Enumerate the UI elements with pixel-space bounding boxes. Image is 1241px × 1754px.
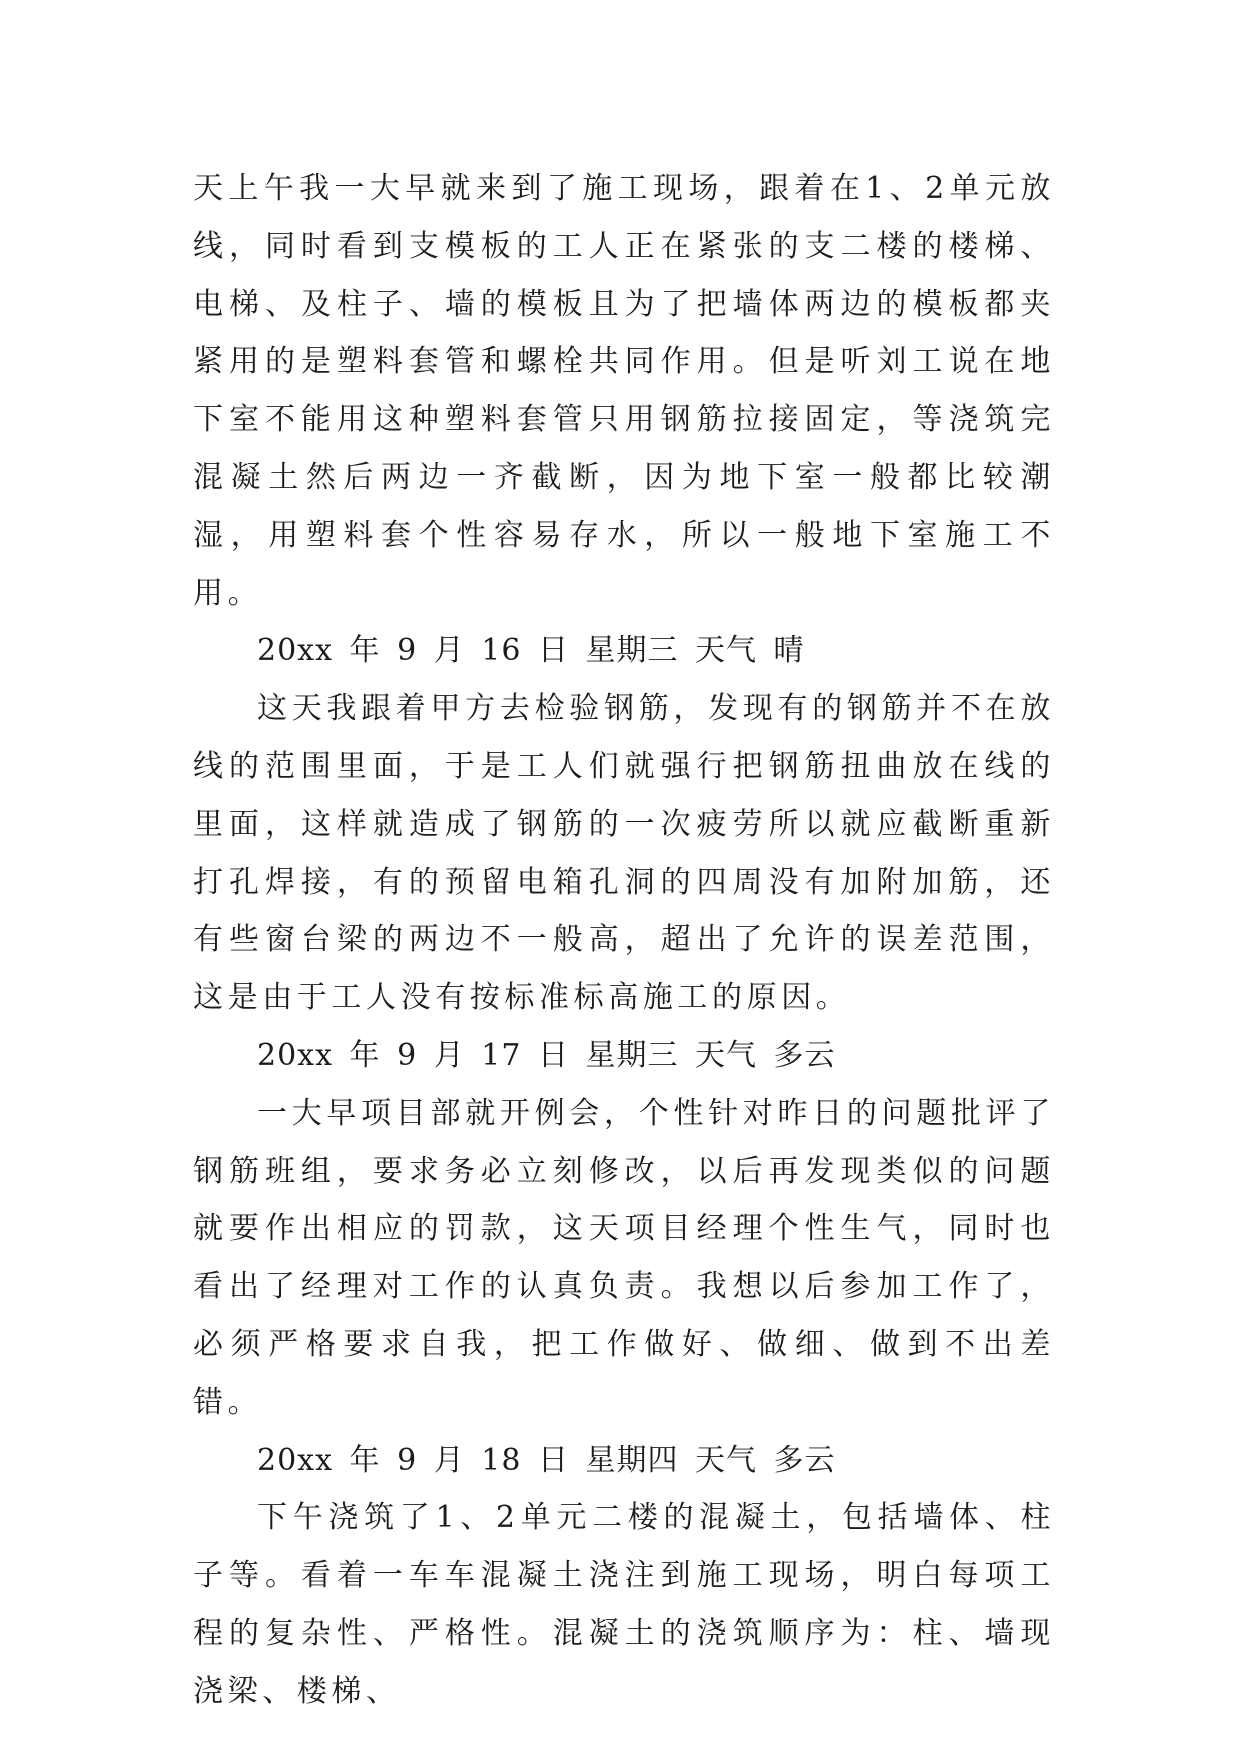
document-body — [193, 160, 1055, 1721]
paragraph-intro: 天上午我一大早就来到了施工现场，跟着在1、2单元放线，同时看到支模板的工人正在紧张的支二楼的楼梯、电梯、及柱子、墙的模板且为了把墙体两边的模板都夹紧用的是塑料套管和螺栓共同作用。但是听刘工说在地下室不能用这种塑料套管只用钢筋拉接固定，等浇筑完混凝土然后两边一齐截断，因为地下室一般都比较潮湿，用塑料套个性容易存水，所以一般地下室施工不用。 — [193, 171, 1055, 611]
diary-date-0916: 20xx 年 9 月 16 日 星期三 天气 晴 — [257, 633, 805, 669]
diary-date-0918: 20xx 年 9 月 18 日 星期四 天气 多云 — [257, 1442, 836, 1478]
paragraph-0918: 下午浇筑了1、2单元二楼的混凝土，包括墙体、柱子等。看着一车车混凝土浇注到施工现场，明白每项工程的复杂性、严格性。混凝土的浇筑顺序为：柱、墙现浇梁、楼梯、 — [193, 1500, 1055, 1709]
paragraph-0916: 这天我跟着甲方去检验钢筋，发现有的钢筋并不在放线的范围里面，于是工人们就强行把钢筋扭曲放在线的里面，这样就造成了钢筋的一次疲劳所以就应截断重新打孔焊接，有的预留电箱孔洞的四周没有加附加筋，还有些窗台梁的两边不一般高，超出了允许的误差范围，这是由于工人没有按标准标高施工的原因。 — [193, 691, 1055, 1016]
diary-date-0917: 20xx 年 9 月 17 日 星期三 天气 多云 — [257, 1037, 836, 1073]
paragraph-0917: 一大早项目部就开例会，个性针对昨日的问题批评了钢筋班组，要求务必立刻修改，以后再发现类似的问题就要作出相应的罚款，这天项目经理个性生气，同时也看出了经理对工作的认真负责。我想以后参加工作了，必须严格要求自我，把工作做好、做细、做到不出差错。 — [193, 1095, 1055, 1420]
